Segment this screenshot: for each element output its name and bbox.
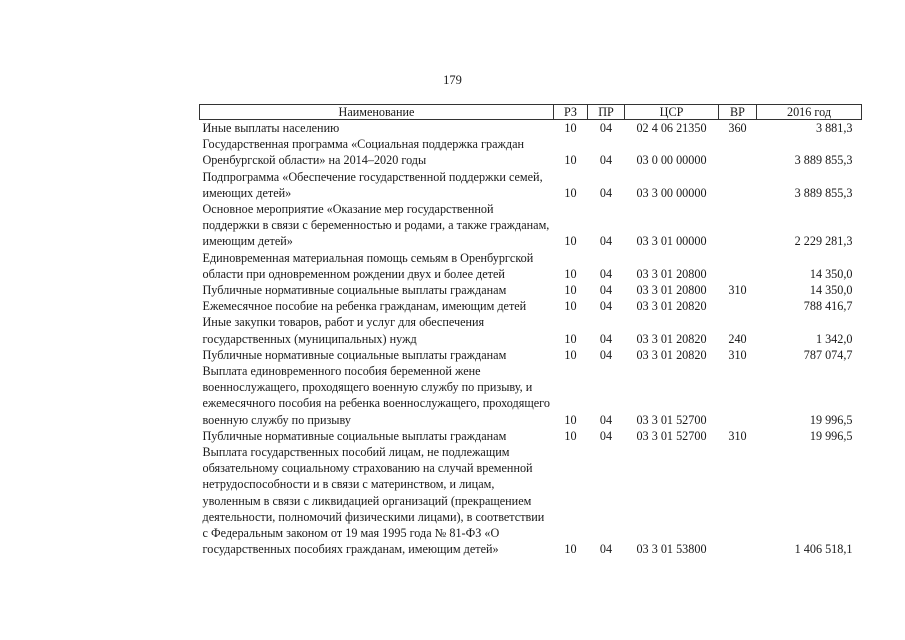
row-name: Государственная программа «Социальная поддержка граждан Оренбургской области» на 2014–2020 годы xyxy=(202,137,525,168)
row-vr: 310 xyxy=(728,283,747,298)
row-pr: 04 xyxy=(599,234,613,249)
row-amount: 788 416,7 xyxy=(803,299,853,314)
row-vr xyxy=(719,298,757,314)
table-header xyxy=(200,105,862,120)
row-amount: 19 996,5 xyxy=(809,412,853,427)
table-row xyxy=(200,428,862,444)
header-vr: ВР xyxy=(719,105,757,120)
row-csr: 03 3 01 52700 xyxy=(636,412,707,427)
row-csr: 03 3 00 00000 xyxy=(636,185,707,200)
row-rz: 10 xyxy=(564,266,577,281)
row-name: Основное мероприятие «Оказание мер государственной поддержки в связи с беременностью и родами, а также гражданам, имеющим детей» xyxy=(202,202,550,249)
row-pr: 04 xyxy=(599,347,613,362)
row-amount: 14 350,0 xyxy=(809,283,853,298)
row-csr: 03 3 01 20820 xyxy=(636,347,707,362)
row-vr: 360 xyxy=(728,121,747,135)
row-amount: 787 074,7 xyxy=(803,347,853,362)
row-csr: 03 3 01 20800 xyxy=(636,266,707,281)
row-rz: 10 xyxy=(564,299,577,314)
row-vr xyxy=(719,201,757,250)
row-pr: 04 xyxy=(599,283,613,298)
row-rz: 10 xyxy=(564,234,577,249)
row-pr: 04 xyxy=(599,542,613,557)
row-amount: 2 229 281,3 xyxy=(794,234,853,249)
table-body xyxy=(200,120,862,558)
table-row xyxy=(200,347,862,363)
row-vr xyxy=(719,363,757,428)
row-name: Выплата единовременного пособия беременной жене военнослужащего, проходящего военную службу по призыву, и ежемесячного пособия на ребенка военнослужащего, проходящего военную службу по призыву xyxy=(202,364,550,427)
page-number: 179 xyxy=(443,73,462,87)
header-year: 2016 год xyxy=(757,105,862,120)
row-amount: 3 889 855,3 xyxy=(794,153,853,168)
row-pr: 04 xyxy=(599,266,613,281)
header-csr: ЦСР xyxy=(625,105,719,120)
row-name: Подпрограмма «Обеспечение государственной поддержки семей, имеющих детей» xyxy=(202,169,543,200)
row-name: Единовременная материальная помощь семьям в Оренбургской области при одновременном рождении двух и более детей xyxy=(202,250,534,281)
row-name: Публичные нормативные социальные выплаты гражданам xyxy=(202,428,507,443)
row-name: Публичные нормативные социальные выплаты гражданам xyxy=(202,347,507,362)
row-rz: 10 xyxy=(564,412,577,427)
row-vr: 310 xyxy=(728,428,747,443)
row-pr: 04 xyxy=(599,428,613,443)
row-pr: 04 xyxy=(599,299,613,314)
row-name: Иные выплаты населению xyxy=(202,121,340,135)
row-csr: 02 4 06 21350 xyxy=(636,121,707,135)
table-row xyxy=(200,444,862,557)
row-pr: 04 xyxy=(599,153,613,168)
table-row xyxy=(200,298,862,314)
budget-table xyxy=(199,104,862,557)
row-amount: 1 342,0 xyxy=(815,331,853,346)
row-csr: 03 0 00 00000 xyxy=(636,153,707,168)
row-name: Ежемесячное пособие на ребенка гражданам, имеющим детей xyxy=(202,299,527,314)
row-rz: 10 xyxy=(564,153,577,168)
row-amount: 14 350,0 xyxy=(809,266,853,281)
row-rz: 10 xyxy=(564,121,577,135)
table-row xyxy=(200,314,862,346)
row-rz: 10 xyxy=(564,428,577,443)
row-pr: 04 xyxy=(599,121,613,135)
row-vr: 310 xyxy=(728,347,747,362)
table-row xyxy=(200,201,862,250)
row-vr xyxy=(719,444,757,557)
row-csr: 03 3 01 00000 xyxy=(636,234,707,249)
table-row xyxy=(200,282,862,298)
row-csr: 03 3 01 52700 xyxy=(636,428,707,443)
row-pr: 04 xyxy=(599,412,613,427)
row-amount: 3 881,3 xyxy=(815,121,853,135)
row-name: Публичные нормативные социальные выплаты гражданам xyxy=(202,283,507,298)
row-amount: 1 406 518,1 xyxy=(794,542,853,557)
row-csr: 03 3 01 53800 xyxy=(636,542,707,557)
header-pr: ПР xyxy=(588,105,625,120)
row-name: Иные закупки товаров, работ и услуг для обеспечения государственных (муниципальных) нужд xyxy=(202,315,485,346)
header-name: Наименование xyxy=(200,105,554,120)
row-csr: 03 3 01 20820 xyxy=(636,299,707,314)
row-csr: 03 3 01 20800 xyxy=(636,283,707,298)
row-pr: 04 xyxy=(599,185,613,200)
table-row xyxy=(200,136,862,168)
row-rz: 10 xyxy=(564,347,577,362)
row-vr xyxy=(719,169,757,201)
table-row xyxy=(200,169,862,201)
row-vr: 240 xyxy=(728,331,747,346)
row-pr: 04 xyxy=(599,331,613,346)
row-rz: 10 xyxy=(564,283,577,298)
table-row xyxy=(200,250,862,282)
row-rz: 10 xyxy=(564,542,577,557)
row-vr xyxy=(719,136,757,168)
row-vr xyxy=(719,250,757,282)
row-amount: 19 996,5 xyxy=(809,428,853,443)
table-row xyxy=(200,363,862,428)
row-name: Выплата государственных пособий лицам, не подлежащим обязательному социальному страхованию на случай временной нетрудоспособности и в связи с материнством, и лицам, уволенным в связи с ликвидацией организаций (прекращением деятельности, полномочий физическими лицами), в соответствии с Федеральным законом от 19 мая 1995 года № 81-ФЗ «О государственных пособиях гражданам, имеющим детей» xyxy=(202,445,545,557)
header-rz: РЗ xyxy=(554,105,588,120)
row-rz: 10 xyxy=(564,331,577,346)
row-amount: 3 889 855,3 xyxy=(794,185,853,200)
row-csr: 03 3 01 20820 xyxy=(636,331,707,346)
row-rz: 10 xyxy=(564,185,577,200)
table-row xyxy=(200,120,862,137)
